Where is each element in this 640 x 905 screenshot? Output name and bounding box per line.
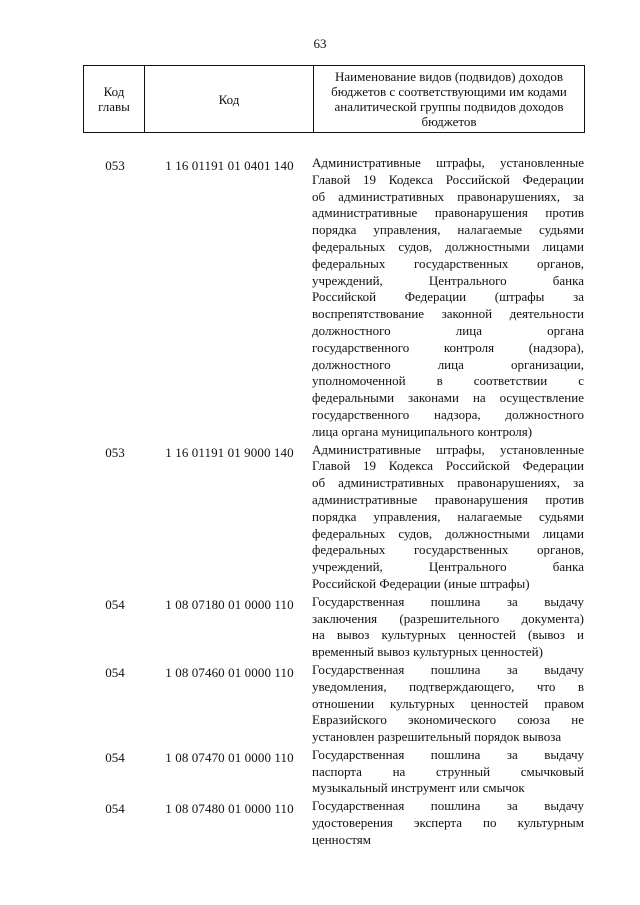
description-line: отношении культурных ценностей правом (312, 695, 584, 711)
description-line: Государственная пошлина за выдачу (312, 593, 584, 609)
description-line: должностного лица органа (312, 322, 584, 338)
chapter-code: 054 (105, 664, 125, 680)
description-line: временный вывоз культурных ценностей) (312, 644, 543, 660)
description-line: учреждений, Центрального банка (312, 559, 584, 575)
table-body (83, 155, 588, 850)
description-line: ценностям (312, 831, 371, 847)
budget-code: 1 08 07460 01 0000 110 (165, 664, 294, 680)
income-description (312, 662, 584, 746)
income-description (312, 442, 584, 593)
description-line: заключения (разрешительного документа) (312, 610, 584, 626)
description-line: федеральных государственных органов, (312, 255, 584, 271)
description-line: об административных правонарушениях, за (312, 188, 584, 204)
description-line: на вывоз культурных ценностей (вывоз и (312, 627, 584, 643)
table-row (83, 798, 588, 848)
budget-code: 1 08 07180 01 0000 110 (165, 596, 294, 612)
description-line: Евразийского экономического союза не (312, 712, 584, 728)
description-line: государственного надзора, должностного (312, 406, 584, 422)
description-line: уведомления, подтверждающего, что в (312, 678, 584, 694)
income-description (312, 747, 584, 797)
description-line: удостоверения эксперта по культурным (312, 815, 584, 831)
description-line: должностного лица организации, (312, 356, 584, 372)
chapter-code: 054 (105, 801, 125, 817)
table-row (83, 155, 588, 441)
description-line: лица органа муниципального контроля) (312, 423, 533, 439)
budget-code: 1 08 07470 01 0000 110 (165, 749, 294, 765)
chapter-code: 053 (105, 158, 125, 173)
budget-code: 1 16 01191 01 0401 140 (165, 158, 294, 173)
description-line: Административные штрафы, установленные (312, 441, 584, 457)
description-line: музыкальный инструмент или смычок (312, 780, 525, 796)
budget-code: 1 08 07480 01 0000 110 (165, 801, 294, 817)
description-line: уполномоченной в соответствии с (312, 373, 584, 389)
chapter-code: 054 (105, 596, 125, 612)
description-line: федеральными законами на осуществление (312, 390, 584, 406)
table-row (83, 594, 588, 661)
description-line: административные правонарушения против (312, 205, 584, 221)
table-row (83, 442, 588, 593)
description-line: установлен разрешительный порядок вывоза (312, 729, 562, 745)
description-line: Российской Федерации (иные штрафы) (312, 575, 530, 591)
description-line: Административные штрафы, установленные (312, 155, 584, 170)
header-code: Код (145, 66, 314, 133)
description-line: порядка управления, налагаемые судьями (312, 222, 584, 238)
income-description (312, 155, 584, 441)
description-line: паспорта на струнный смычковый (312, 763, 584, 779)
chapter-code: 054 (105, 749, 125, 765)
description-line: федеральных судов, должностными лицами (312, 525, 584, 541)
table-row (83, 747, 588, 797)
description-line: административные правонарушения против (312, 491, 584, 507)
description-line: Главой 19 Кодекса Российской Федерации (312, 171, 584, 187)
description-line: государственного контроля (надзора), (312, 339, 584, 355)
description-line: учреждений, Центрального банка (312, 272, 584, 288)
header-chapter-code: Код главы (84, 66, 145, 133)
income-description (312, 798, 584, 848)
description-line: Государственная пошлина за выдачу (312, 746, 584, 762)
description-line: Государственная пошлина за выдачу (312, 661, 584, 677)
description-line: порядка управления, налагаемые судьями (312, 508, 584, 524)
income-description (312, 594, 584, 661)
description-line: об административных правонарушениях, за (312, 475, 584, 491)
description-line: федеральных государственных органов, (312, 542, 584, 558)
description-line: Главой 19 Кодекса Российской Федерации (312, 458, 584, 474)
page-number: 63 (313, 36, 327, 51)
description-line: федеральных судов, должностными лицами (312, 238, 584, 254)
description-line: Государственная пошлина за выдачу (312, 798, 584, 814)
table-header (83, 65, 585, 133)
description-line: воспрепятствование законной деятельности (312, 306, 584, 322)
chapter-code: 053 (105, 444, 125, 460)
budget-code: 1 16 01191 01 9000 140 (165, 444, 294, 460)
header-income-name: Наименование видов (подвидов) доходов бюджетов с соответствующими им кодами аналитической группы подвидов доходов бюджетов (314, 66, 585, 133)
table-row (83, 662, 588, 746)
description-line: Российской Федерации (штрафы за (312, 289, 584, 305)
